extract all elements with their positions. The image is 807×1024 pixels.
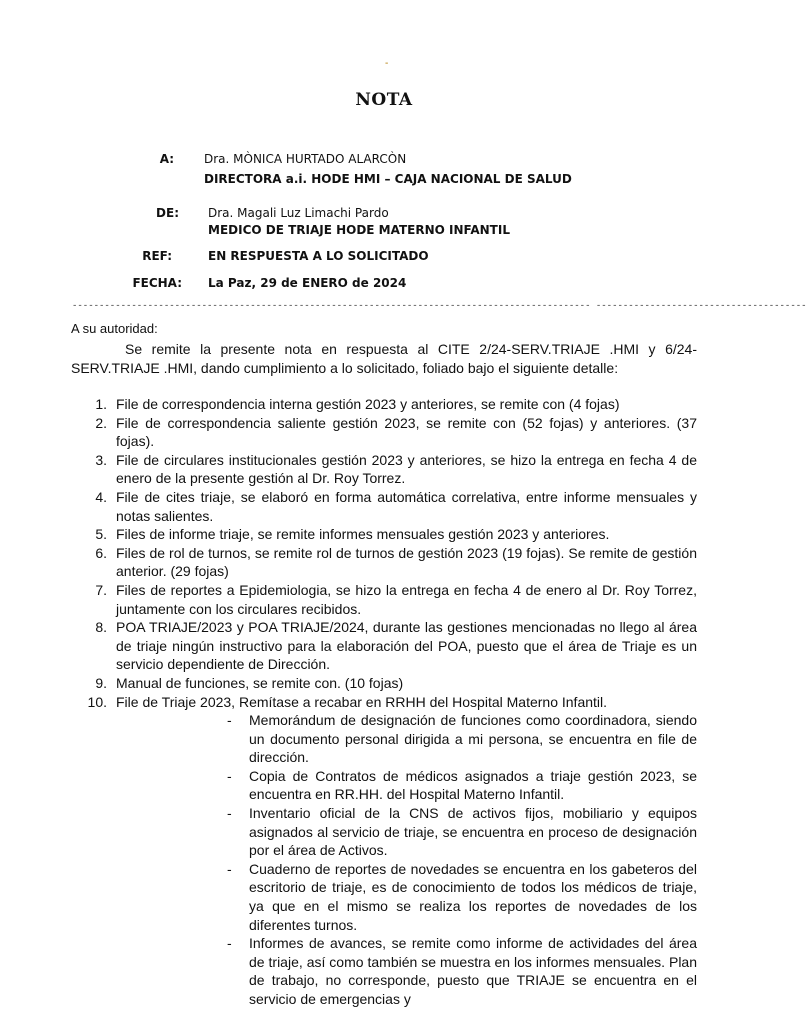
list-item [71, 618, 697, 674]
date-value: La Paz, 29 de ENERO de 2024 [208, 276, 407, 290]
salutation: A su autoridad: [71, 321, 158, 336]
list-item-text: File de correspondencia saliente gestión 2023, se remite con (52 fojas) y anteriores. (37 fojas). [116, 414, 697, 450]
list-item-number: 4. [95, 488, 107, 505]
header-mark: - [385, 58, 389, 69]
sub-item-text: Memorándum de designación de funciones como coordinadora, siendo un documento personal dirigida a mi persona, se encuentra en file de dirección. [249, 712, 697, 766]
sub-list-item [203, 934, 697, 1008]
to-position: DIRECTORA a.i. HODE HMI – CAJA NACIONAL DE SALUD [204, 172, 572, 186]
list-item [71, 544, 697, 581]
list-item-number: 1. [95, 396, 107, 412]
ref-label: REF: [142, 249, 172, 263]
sub-item-dash: - [227, 935, 232, 952]
sub-item-text: Informes de avances, se remite como informe de actividades del área de triaje, así como también se muestra en los informes mensuales. Plan de trabajo, no corresponde, puesto que TRIAJE se encuentra en el servicio de emergencias y [249, 935, 697, 1007]
list-item-number: 9. [95, 674, 107, 691]
list-item-number: 3. [95, 451, 107, 468]
separator-line: ------------------------------------------------------------------------------------------------ --------------------------------------- [72, 301, 807, 311]
date-label: FECHA: [132, 276, 182, 290]
list-item-text: Files de reportes a Epidemiologia, se hizo la entrega en fecha 4 de enero al Dr. Roy Torrez, juntamente con los circulares recibidos. [116, 581, 697, 617]
from-label: DE: [156, 206, 179, 220]
sub-list-item [203, 804, 697, 860]
sub-list-item [203, 711, 697, 767]
sub-list-item [203, 860, 697, 934]
list-item-text: POA TRIAJE/2023 y POA TRIAJE/2024, durante las gestiones mencionadas no llego al área de triaje ningún instructivo para la elaboración del POA, puesto que el área de Triaje es un servicio dependiente de Dirección. [116, 619, 697, 673]
sub-item-dash: - [227, 712, 232, 729]
sub-item-dash: - [227, 860, 232, 877]
document-title: NOTA [355, 90, 413, 110]
sub-item-text: Inventario oficial de la CNS de activos fijos, mobiliario y equipos asignados al servicio de triaje, se encuentra en proceso de designación por el área de Activos. [249, 805, 697, 859]
list-item-text: File de circulares institucionales gestión 2023 y anteriores, se hizo la entrega en fecha 4 de enero de la presente gestión al Dr. Roy Torrez. [116, 451, 697, 487]
list-item [71, 414, 697, 451]
list-item [71, 488, 697, 525]
list-item [71, 693, 697, 1009]
from-name: Dra. Magali Luz Limachi Pardo [208, 206, 389, 220]
list-item-number: 10. [87, 693, 107, 710]
list-item [71, 674, 697, 693]
sub-item-dash: - [227, 767, 232, 784]
to-name: Dra. MÒNICA HURTADO ALARCÒN [204, 152, 407, 166]
list-item [71, 451, 697, 488]
list-item-text: Manual de funciones, se remite con. (10 fojas) [116, 674, 404, 691]
list-item-text: Files de informe triaje, se remite informes mensuales gestión 2023 y anteriores. [116, 526, 610, 543]
list-item-number: 2. [95, 414, 107, 431]
list-item-number: 7. [95, 581, 107, 598]
sub-item-dash: - [227, 805, 232, 822]
detail-list [71, 395, 697, 1009]
list-item [71, 581, 697, 618]
list-item-number: 5. [95, 526, 107, 543]
list-item-text: File de Triaje 2023, Remítase a recabar en RRHH del Hospital Materno Infantil. [116, 693, 608, 710]
sub-list-item [203, 767, 697, 804]
sub-list [203, 711, 697, 1009]
to-label: A: [159, 152, 174, 166]
list-item [71, 395, 697, 414]
list-item-text: File de correspondencia interna gestión 2023 y anteriores, se remite con (4 fojas) [116, 396, 620, 412]
list-item-text: Files de rol de turnos, se remite rol de turnos de gestión 2023 (19 fojas). Se remite de gestión anterior. (29 fojas) [116, 544, 697, 580]
ref-value: EN RESPUESTA A LO SOLICITADO [208, 249, 429, 263]
list-item [71, 525, 697, 544]
sub-item-text: Copia de Contratos de médicos asignados a triaje gestión 2023, se encuentra en RR.HH. del Hospital Materno Infantil. [249, 767, 697, 803]
sub-item-text: Cuaderno de reportes de novedades se encuentra en los gabeteros del escritorio de triaje, es de conocimiento de todos los médicos de triaje, ya que en el mismo se realiza los reportes de novedades de los diferentes turnos. [249, 860, 697, 933]
intro-paragraph: Se remite la presente nota en respuesta al CITE 2/24-SERV.TRIAJE .HMI y 6/24-SERV.TRIAJE .HMI, dando cumplimiento a lo solicitado, foliado bajo el siguiente detalle: [71, 341, 697, 376]
list-item-text: File de cites triaje, se elaboró en forma automática correlativa, entre informe mensuales y notas salientes. [116, 488, 697, 524]
list-item-number: 6. [95, 544, 107, 561]
list-item-number: 8. [95, 619, 107, 636]
from-position: MEDICO DE TRIAJE HODE MATERNO INFANTIL [208, 223, 510, 237]
